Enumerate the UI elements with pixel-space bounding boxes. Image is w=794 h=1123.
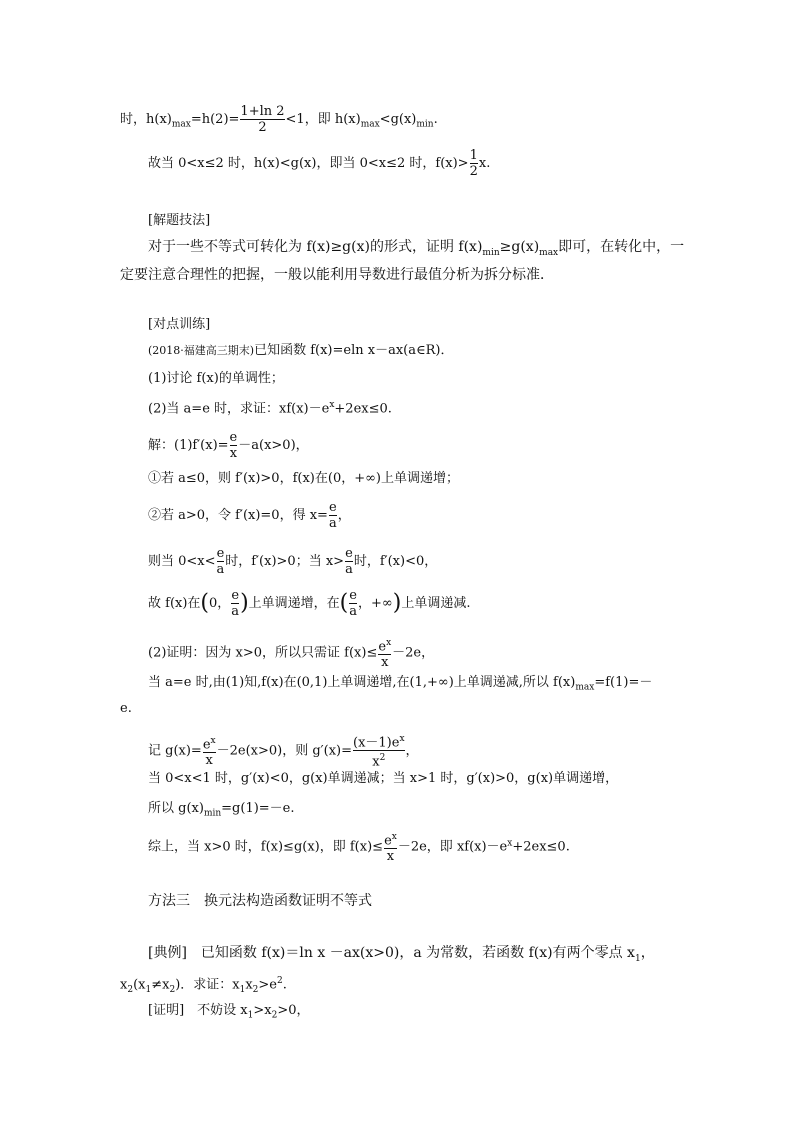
text: =f(1)=－ [594,675,653,690]
fraction [231,588,239,619]
text: [典例] 已知函数 f(x)＝ln x －ax(x>0)，a 为常数，若函数 f(x)有两个零点 x [148,945,635,961]
subscript: 2 [169,984,176,995]
text: e [202,736,211,752]
text: (1)讨论 f(x)的单调性； [148,371,284,386]
subscript: 2 [271,1010,278,1021]
subscript: min [482,247,500,258]
subscript: max [360,119,380,130]
fraction [470,148,478,179]
text: 则当 0<x< [148,554,216,569]
text: [证明] 不妨设 x [148,1003,248,1018]
superscript: 2 [277,976,283,986]
numerator: 1 [469,148,478,163]
text: 已知函数 f(x)=eln x－ax(a∈R)． [254,343,454,358]
text: ②若 a>0，令 f′(x)=0，得 x= [148,508,328,523]
denominator: a [231,604,240,619]
subscript: min [203,808,222,819]
line-case2-intervals [148,588,471,619]
denominator: a [345,562,353,577]
text: ， [640,945,655,961]
text: <1，即 h(x) [285,112,361,127]
denominator: a [349,604,358,619]
text: e. [120,701,132,716]
text: x [120,977,128,993]
text: 方法三 换元法构造函数证明不等式 [148,893,372,909]
line-example-2 [120,972,287,999]
fraction [203,734,216,768]
text: . [433,112,438,127]
numerator: e [229,430,238,445]
denominator: 2 [469,164,478,179]
text: ，+∞ [358,596,393,611]
text: 即可，在转化中，一 [558,239,685,255]
line-case2-sign [148,546,437,577]
text: ， [337,508,351,523]
denominator: x [229,446,238,461]
subscript: min [416,119,434,130]
text: 时，f′(x)<0， [353,554,438,569]
line-example-1 [148,944,655,968]
superscript: x [329,400,335,410]
paren: ) [392,590,402,616]
subscript: 2 [252,984,259,995]
subscript: 1 [247,1010,254,1021]
line-part1 [148,370,284,388]
numerator: 1+ln 2 [240,104,285,119]
paren: ( [339,590,349,616]
line-technique-1 [148,238,684,262]
line-define-g [148,732,419,770]
text: 当 a=e 时,由(1)知,f(x)在(0,1)上单调递增,在(1,+∞)上单调递减,所以 f(x) [148,675,576,690]
line-proof-start [148,636,434,670]
line-g-min [148,800,295,823]
text: 记 g(x)= [148,743,202,759]
text: [对点训练] [148,317,211,332]
section-training-heading [148,316,210,334]
text: 0， [209,596,231,611]
text: 故 f(x)在 [148,596,201,611]
text: e [384,833,392,849]
numerator [203,734,216,752]
fraction [345,546,353,577]
line-part2 [148,396,392,418]
text: =h(2)= [190,112,240,127]
text: ≥g(x) [499,239,540,255]
text: ≠x [151,977,170,993]
line-g-monotonic [148,770,618,788]
line-proof-assume [148,1002,309,1025]
text: (x [133,977,146,993]
text: (x－1)e [353,735,400,751]
line-max-value [148,674,652,697]
fraction [329,500,337,531]
numerator [384,830,397,848]
text: >0， [277,1003,310,1018]
text: 当 0<x<1 时，g′(x)<0，g(x)单调递减；当 x>1 时，g′(x)>0，g(x)单调递增， [148,771,619,786]
denominator: a [216,562,225,577]
superscript: x [210,735,216,746]
superscript: x [399,734,405,744]
text: 上单调递增，在 [248,596,340,611]
text: <g(x) [379,112,417,127]
fraction [353,732,405,770]
superscript: x [386,638,392,648]
numerator: e [349,588,357,603]
subscript: max [539,247,559,258]
text: +2ex≤0. [334,401,392,417]
numerator [378,636,391,654]
section-technique-heading [148,212,210,230]
line-technique-2 [120,266,554,284]
paren: ( [200,590,210,616]
numerator [353,732,405,750]
denominator: x [378,654,391,670]
subscript: max [171,119,191,130]
text: 定要注意合理性的把握，一般以能利用导数进行最值分析为拆分标准． [120,267,554,283]
superscript: x [507,838,513,849]
subscript: 1 [145,984,152,995]
text: e [378,639,387,655]
source-tag: (2018·福建高三期末) [148,344,255,357]
text: 上单调递减. [401,596,471,611]
denominator: x [203,752,216,768]
subscript: 1 [239,984,246,995]
text: ， [405,743,419,759]
denominator: a [328,516,337,531]
subscript: max [575,682,595,693]
line-case2 [148,500,351,531]
line-conclusion [148,148,490,179]
text: －a(x>0)， [238,438,309,453]
text: －2e，即 xf(x)－e [397,839,508,855]
subscript: 2 [127,984,134,995]
text: +2ex≤0. [512,839,570,855]
line-max-value-cont [120,700,132,718]
text: [解题技法] [148,213,211,228]
fraction [217,546,225,577]
text: 解：(1)f′(x)= [148,438,229,453]
paren: ) [240,590,249,616]
fraction [378,636,391,670]
denominator: x [384,848,397,864]
fraction [384,830,397,864]
subscript: 1 [634,953,641,964]
text: 时，h(x) [120,112,172,127]
text: 故当 0<x≤2 时，h(x)<g(x)，即当 0<x≤2 时，f(x)> [148,156,469,171]
text: =g(1)=－e. [221,801,295,816]
numerator: e [216,546,225,561]
text: －2e(x>0)，则 g′(x)= [216,743,352,759]
text: 对于一些不等式可转化为 f(x)≥g(x)的形式，证明 f(x) [148,239,483,255]
superscript: 2 [379,753,386,764]
text: －2e， [392,645,435,661]
numerator: e [345,546,353,561]
text: >x [253,1003,272,1018]
text: 所以 g(x) [148,801,204,816]
text: x. [478,156,491,171]
text: 时，f′(x)>0；当 x> [225,554,345,569]
fraction [349,588,357,619]
denominator: 2 [240,119,284,135]
denominator [353,750,405,769]
text: (2)当 a=e 时，求证：xf(x)－e [148,401,330,417]
section-method3-heading [148,892,372,910]
text: . [282,977,287,993]
fraction [230,430,238,461]
text: x [245,977,253,993]
text: x [372,754,380,770]
text: (2)证明：因为 x>0，所以只需证 f(x)≤ [148,645,378,661]
superscript: x [391,832,397,842]
text: 综上，当 x>0 时，f(x)≤g(x)，即 f(x)≤ [148,839,384,855]
fraction [240,104,284,135]
line-solution-start [148,430,309,461]
line-h-max [120,104,438,135]
line-problem [148,342,453,360]
numerator: e [231,588,240,603]
text: ①若 a≤0，则 f′(x)>0，f(x)在(0，+∞)上单调递增； [148,471,460,486]
numerator: e [328,500,337,515]
text: >e [258,977,277,993]
line-case1 [148,470,459,488]
line-summary [148,830,570,864]
text: )．求证：x [175,977,240,993]
